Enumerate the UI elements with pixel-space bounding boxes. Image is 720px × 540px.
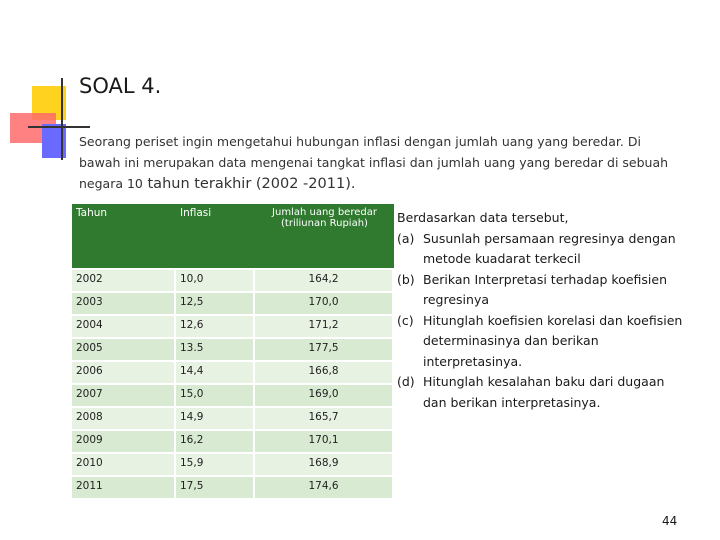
table-row [72,454,394,475]
cell-inflasi: 17,5 [176,477,255,498]
cell-inflasi: 13.5 [176,339,255,360]
cell-jumlah: 170,1 [255,431,394,452]
table-row [72,362,394,383]
intro-main-text: Seorang periset ingin mengetahui hubungan inflasi dengan jumlah uang yang beredar. Di bawah ini merupakan data mengenai tangkat inflasi dan jumlah uang yang beredar di sebuah negara 10 [79,134,669,191]
table-row [72,431,394,452]
intro-paragraph [79,131,669,195]
table-row [72,316,394,337]
cell-tahun: 2003 [72,293,176,314]
table-header-row [72,204,394,268]
cell-jumlah: 165,7 [255,408,394,429]
cell-inflasi: 10,0 [176,270,255,291]
cell-inflasi: 16,2 [176,431,255,452]
question-item-c [397,311,687,373]
questions-list [397,229,687,414]
cell-tahun: 2007 [72,385,176,406]
question-marker: (a) [397,230,415,246]
slide-title: SOAL 4. [79,74,162,98]
table-row [72,270,394,291]
header-jumlah-uang: Jumlah uang beredar (triliunan Rupiah) [255,204,394,268]
cell-jumlah: 171,2 [255,316,394,337]
page-number: 44 [662,514,678,528]
cell-jumlah: 169,0 [255,385,394,406]
header-tahun: Tahun [72,204,176,268]
cell-jumlah: 168,9 [255,454,394,475]
questions-lead: Berdasarkan data tersebut, [397,210,569,225]
cell-tahun: 2006 [72,362,176,383]
table-row [72,408,394,429]
inflation-data-table [72,202,394,500]
cell-tahun: 2010 [72,454,176,475]
question-item-b [397,270,687,311]
question-text: Hitunglah koefisien korelasi dan koefisien determinasinya dan berikan interpretasinya. [423,312,683,369]
header-inflasi: Inflasi [176,204,255,268]
question-marker: (c) [397,312,414,328]
question-item-d [397,372,687,413]
cell-inflasi: 14,9 [176,408,255,429]
table-row [72,293,394,314]
cell-tahun: 2008 [72,408,176,429]
question-text: Berikan Interpretasi terhadap koefisien regresinya [423,271,668,307]
cell-tahun: 2004 [72,316,176,337]
cell-jumlah: 166,8 [255,362,394,383]
table-row [72,477,394,498]
intro-tail-text: tahun terakhir (2002 -2011). [142,176,356,192]
cell-inflasi: 15,0 [176,385,255,406]
logo-vertical-line [61,78,63,160]
cell-inflasi: 12,5 [176,293,255,314]
table-row [72,339,394,360]
cell-jumlah: 177,5 [255,339,394,360]
cell-tahun: 2005 [72,339,176,360]
question-marker: (d) [397,374,415,389]
logo-horizontal-line [28,126,90,128]
question-text: Hitunglah kesalahan baku dari dugaan dan berikan interpretasinya. [423,374,665,410]
cell-tahun: 2002 [72,270,176,291]
cell-inflasi: 12,6 [176,316,255,337]
cell-jumlah: 164,2 [255,270,394,291]
questions-block [397,208,687,413]
cell-inflasi: 14,4 [176,362,255,383]
question-text: Susunlah persamaan regresinya dengan metode kuadarat terkecil [423,230,676,266]
cell-inflasi: 15,9 [176,454,255,475]
cell-tahun: 2011 [72,477,176,498]
cell-jumlah: 170,0 [255,293,394,314]
question-marker: (b) [397,271,415,287]
cell-tahun: 2009 [72,431,176,452]
table-row [72,385,394,406]
question-item-a [397,229,687,270]
cell-jumlah: 174,6 [255,477,394,498]
